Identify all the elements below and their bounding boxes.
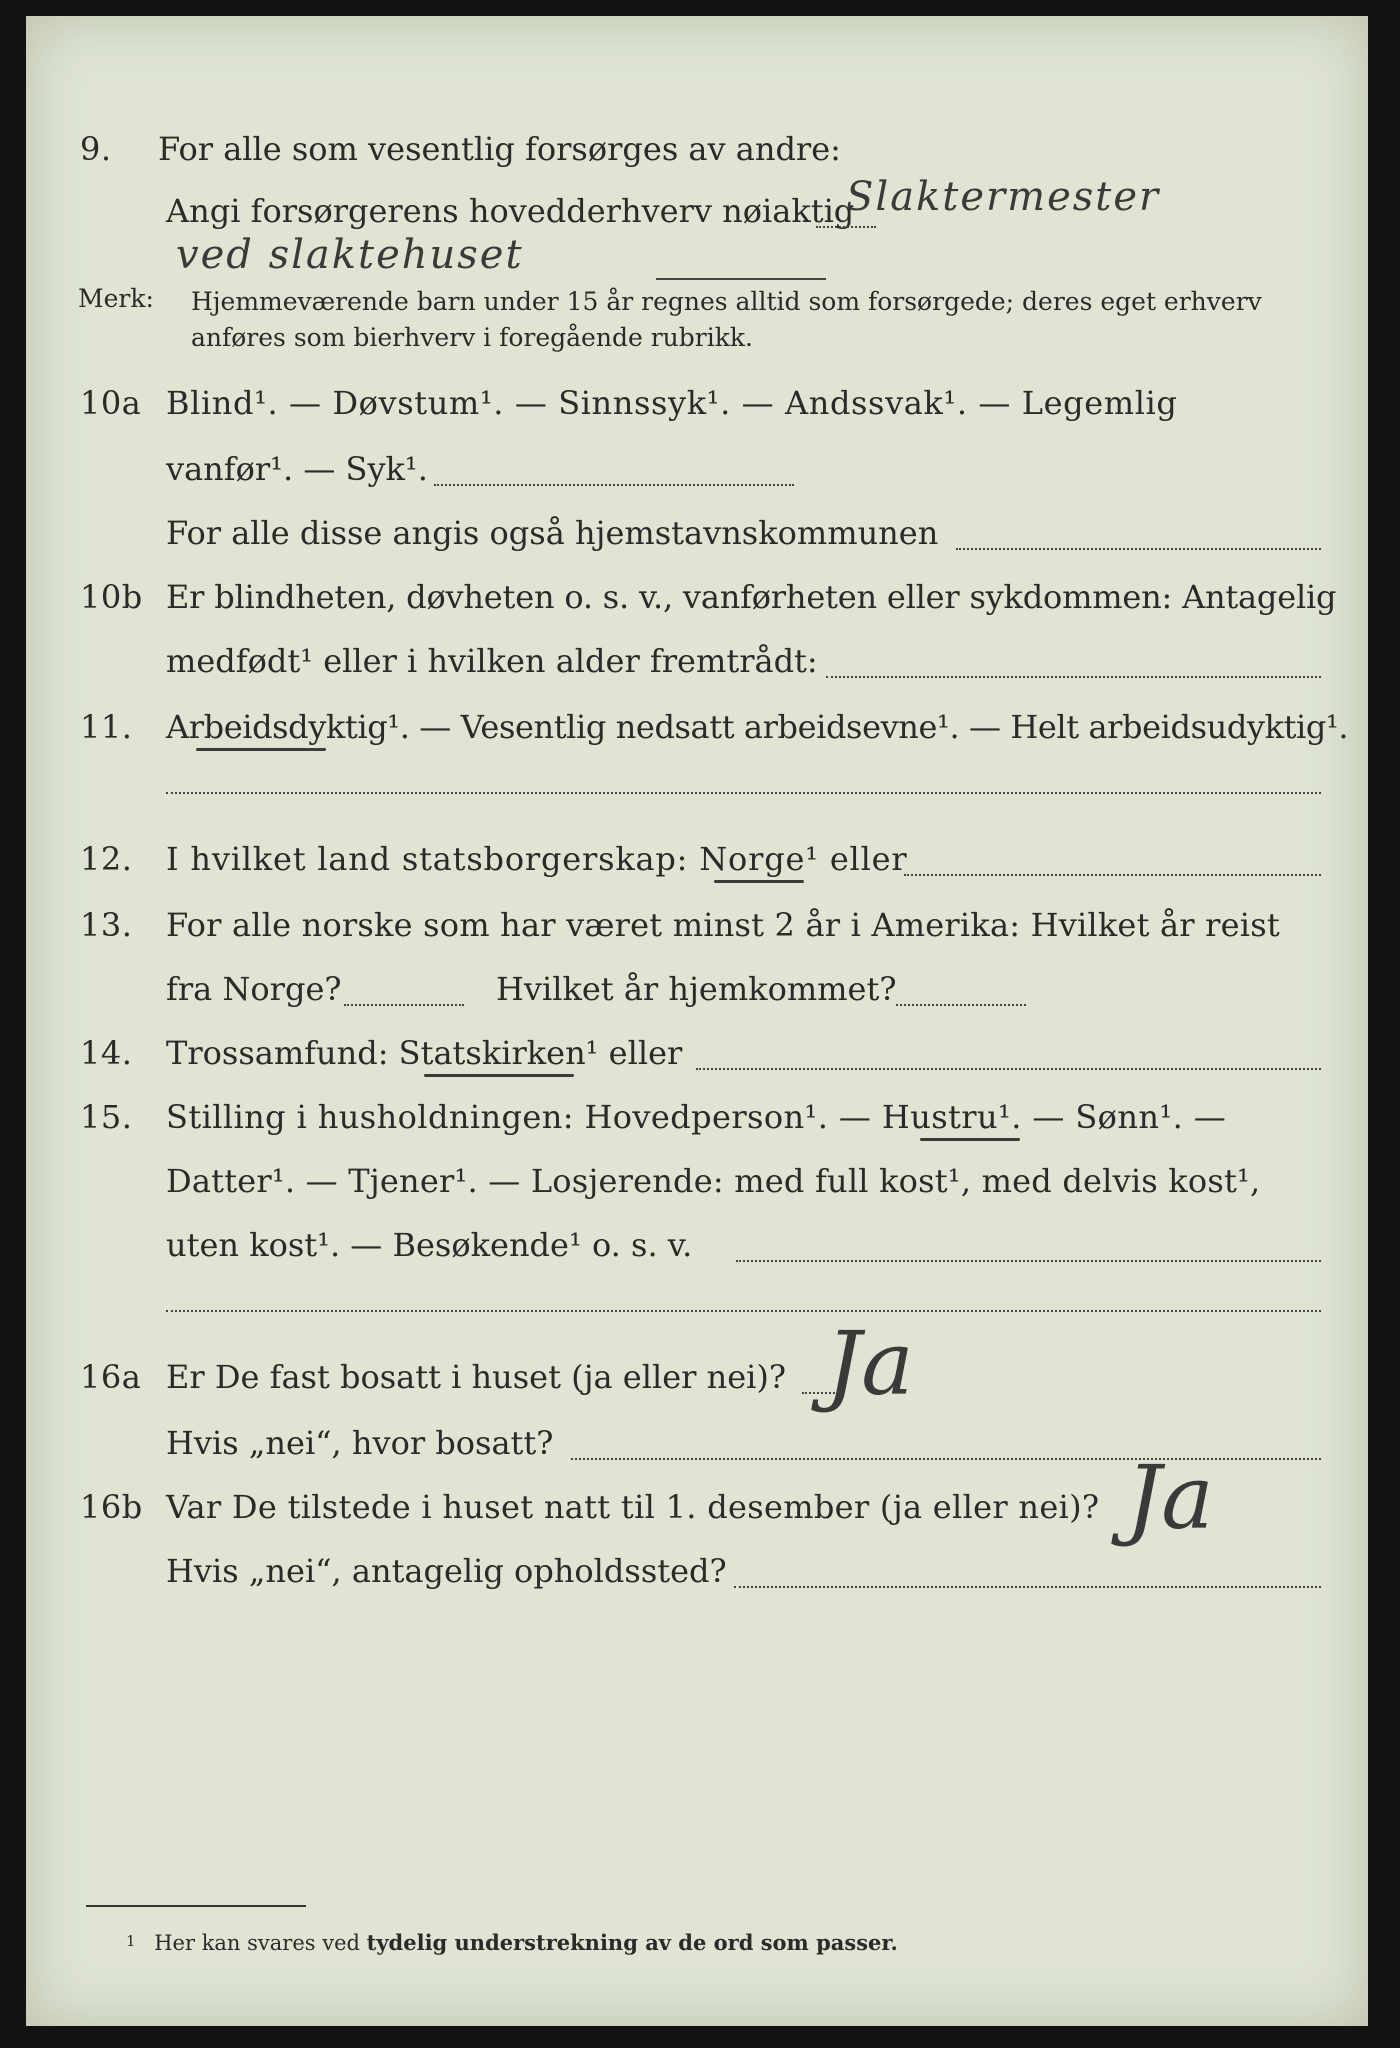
- footnote-mark: 1: [126, 1932, 136, 1950]
- question-13-line2: [26, 964, 1368, 1012]
- question-14: [26, 1028, 1368, 1076]
- footnote-emphasis: tydelig understrekning av de ord som passer.: [366, 1930, 898, 1955]
- question-number: 16a: [80, 1358, 142, 1396]
- answer-line[interactable]: [736, 1260, 1321, 1262]
- question-15-line2: [26, 1156, 1368, 1204]
- question-text: Datter¹. — Tjener¹. — Losjerende: med full kost¹, med delvis kost¹,: [166, 1162, 1261, 1200]
- question-10b: [26, 572, 1368, 620]
- footnote-text: Her kan svares ved: [154, 1931, 360, 1955]
- answer-line[interactable]: [904, 874, 1321, 876]
- question-text: Blind¹. — Døvstum¹. — Sinnssyk¹. — Andssvak¹. — Legemlig: [166, 384, 1178, 422]
- question-text: Var De tilstede i huset natt til 1. desember (ja eller nei)?: [166, 1488, 1100, 1526]
- answer-line[interactable]: [816, 226, 876, 228]
- pen-underline: [424, 1074, 574, 1077]
- answer-line[interactable]: [434, 484, 794, 486]
- question-9-prompt: [26, 174, 1368, 234]
- question-text: Stilling i husholdningen: Hovedperson¹. — Hustru¹. — Sønn¹. —: [166, 1098, 1227, 1136]
- answer-line[interactable]: [956, 548, 1321, 550]
- answer-line[interactable]: [826, 676, 1321, 678]
- question-10b-line2: [26, 636, 1368, 684]
- question-text: vanfør¹. — Syk¹.: [166, 450, 428, 488]
- question-16b: [26, 1446, 1368, 1549]
- question-number: 10b: [80, 578, 143, 616]
- question-number: 12.: [80, 840, 133, 878]
- question-text: For alle norske som har været minst 2 år i Amerika: Hvilket år reist: [166, 906, 1280, 944]
- answer-line[interactable]: [656, 278, 826, 280]
- question-12: [26, 834, 1368, 882]
- question-number: 15.: [80, 1098, 133, 1136]
- question-15-line3: [26, 1220, 1368, 1268]
- answer-line[interactable]: [344, 1004, 464, 1006]
- question-number: 16b: [80, 1488, 143, 1526]
- handwritten-answer: Ja: [1126, 1446, 1214, 1549]
- question-9-continuation: [26, 232, 1368, 284]
- question-text: medfødt¹ eller i hvilken alder fremtrådt:: [166, 642, 818, 680]
- answer-line[interactable]: [166, 792, 1321, 794]
- question-number: 14.: [80, 1034, 133, 1072]
- census-form-page: [26, 16, 1368, 2026]
- question-number: 9.: [80, 130, 112, 168]
- footnote: [126, 1930, 898, 1955]
- handwritten-answer: Ja: [826, 1312, 914, 1415]
- question-text: For alle som vesentlig forsørges av andre:: [158, 130, 841, 168]
- question-16b-line2: [26, 1546, 1368, 1594]
- question-text: Er De fast bosatt i huset (ja eller nei)?: [166, 1358, 787, 1396]
- note-text: Hjemmeværende barn under 15 år regnes alltid som forsørgede; deres eget erhverv anføres som bierhverv i foregående rubrikk.: [191, 287, 1262, 352]
- pen-underline: [714, 880, 804, 883]
- question-text: Hvis „nei“, hvor bosatt?: [166, 1424, 554, 1462]
- question-text: I hvilket land statsborgerskap: Norge¹ eller: [166, 840, 908, 878]
- question-number: 13.: [80, 906, 133, 944]
- question-text: Er blindheten, døvheten o. s. v., vanførheten eller sykdommen: Antagelig: [166, 578, 1337, 616]
- answer-line[interactable]: [896, 1004, 1026, 1006]
- handwritten-answer: Slaktermester: [846, 174, 1161, 220]
- question-10a: [26, 378, 1368, 426]
- question-text: Hvilket år hjemkommet?: [496, 970, 897, 1008]
- answer-line[interactable]: [166, 1310, 1321, 1312]
- question-text: Arbeidsdyktig¹. — Vesentlig nedsatt arbeidsevne¹. — Helt arbeidsudyktig¹.: [166, 708, 1349, 746]
- question-number: 11.: [80, 708, 133, 746]
- question-number: 10a: [80, 384, 142, 422]
- handwritten-answer: ved slaktehuset: [176, 232, 524, 278]
- question-text: Trossamfund: Statskirken¹ eller: [166, 1034, 683, 1072]
- question-11: [26, 702, 1368, 750]
- question-text: uten kost¹. — Besøkende¹ o. s. v.: [166, 1226, 693, 1264]
- pen-underline: [196, 748, 326, 751]
- question-10a-line3: [26, 508, 1368, 556]
- question-10a-line2: [26, 444, 1368, 492]
- question-text: fra Norge?: [166, 970, 342, 1008]
- question-text: For alle disse angis også hjemstavnskommunen: [166, 514, 939, 552]
- question-15: [26, 1092, 1368, 1140]
- answer-line[interactable]: [734, 1586, 1321, 1588]
- answer-line[interactable]: [696, 1068, 1321, 1070]
- note-label: Merk:: [78, 284, 154, 313]
- question-text: Angi forsørgerens hovedderhverv nøiaktig: [166, 192, 855, 230]
- question-13: [26, 900, 1368, 948]
- footnote-rule: [86, 1905, 306, 1907]
- question-text: Hvis „nei“, antagelig opholdssted?: [166, 1552, 727, 1590]
- question-9: [26, 124, 1368, 172]
- pen-underline: [920, 1138, 1020, 1141]
- question-16a: [26, 1312, 1368, 1415]
